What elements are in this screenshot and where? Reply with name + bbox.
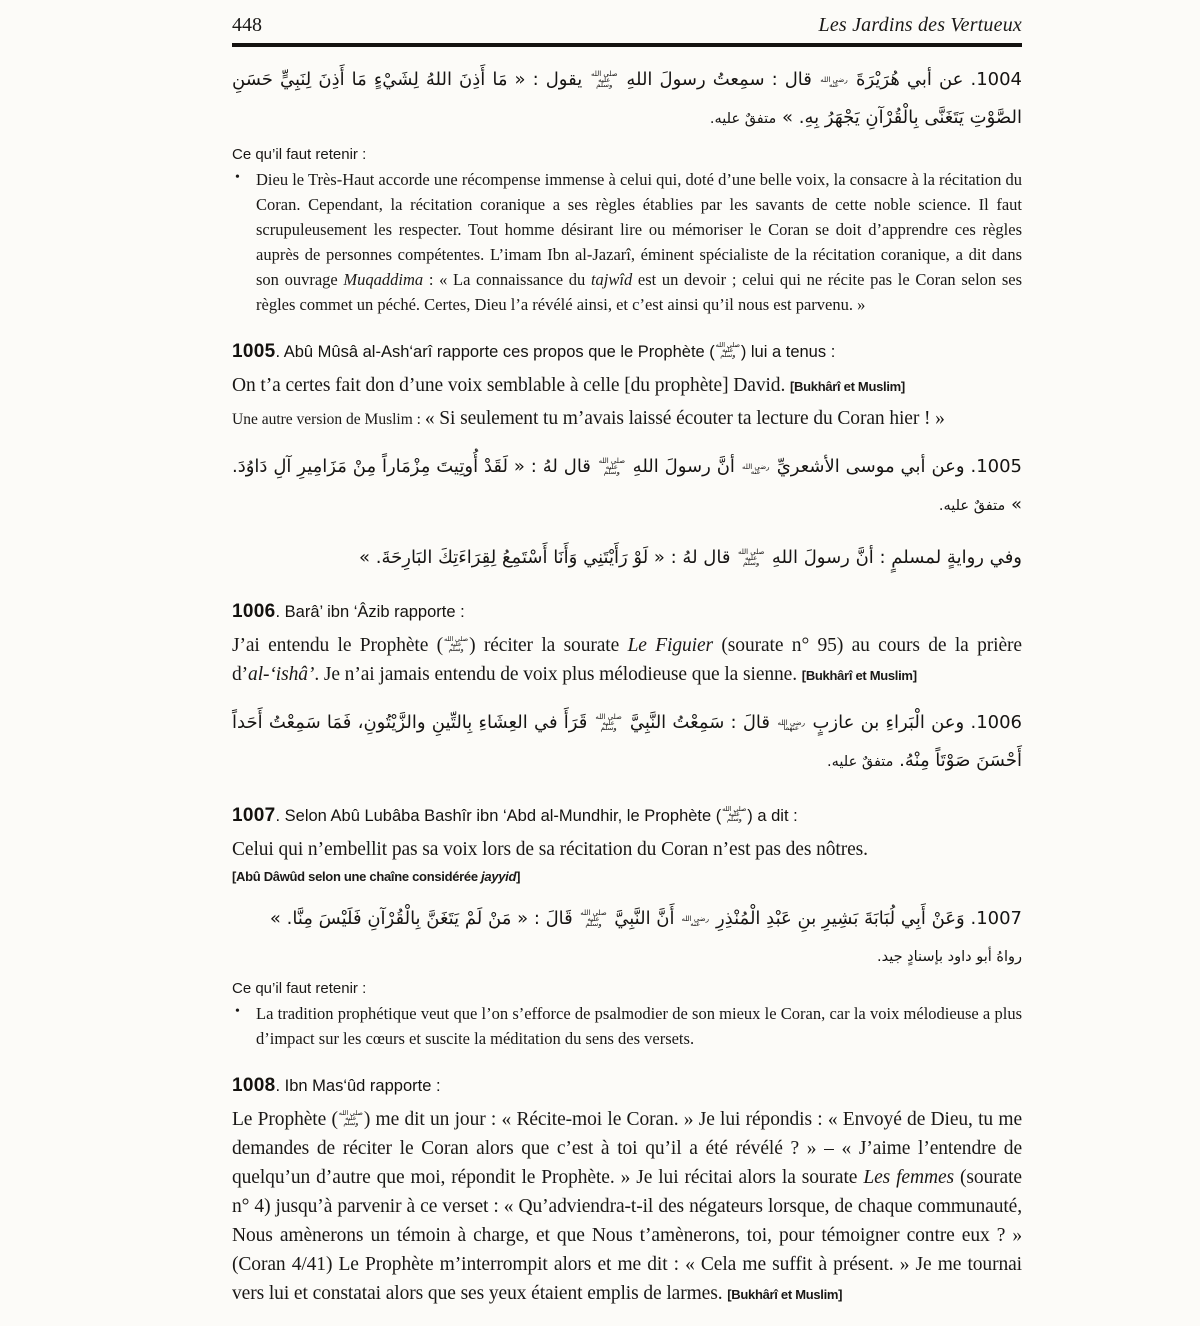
hadith-source-1007 (232, 867, 1022, 886)
source-tag: [Abû Dâwûd selon une chaîne considérée (232, 869, 482, 884)
run: Une autre version de Muslim : (232, 411, 425, 428)
source-tag: [Bukhârî et Muslim] (727, 1287, 843, 1302)
arabic-hadith-1005-variant: وفي روايةٍ لمسلمٍ : أنَّ رسولَ اللهِ صلى الله عليه وسلم قال لهُ : « لَوْ رَأَيْتَنِي وَأَنَا أَسْتَمِعُ لِقِرَاءَتِكَ البَارِحَةَ. » (359, 547, 1022, 568)
hadith-heading-1006 (232, 601, 1022, 623)
honorific-mark-icon: صلى الله عليه وسلم (444, 636, 469, 653)
arabic-source-1007: رواهُ أبو داود بإسنادٍ جيد. (877, 949, 1022, 965)
arabic-hadith-1005: 1005. وعن أبي موسى الأشعريِّ رضي الله عنه أنَّ رسولَ اللهِ صلى الله عليه وسلم قال لهُ : « لَقَدْ أُوتِيتَ مِزْمَاراً مِنْ مَزَامِيرِ آلِ دَاوُدَ. » متفقٌ عليه. (232, 456, 1022, 515)
honorific-mark-icon: صلى الله عليه وسلم (715, 342, 740, 359)
hadith-number: 1007 (232, 805, 276, 826)
italic-text: Le Figuier (627, 635, 714, 656)
hadith-heading-1007 (232, 805, 1022, 827)
key-points-1007 (232, 980, 1022, 1051)
grading-note: متفقٌ عليه. (938, 498, 1006, 514)
page-header (232, 14, 1022, 47)
honorific-mark-icon: رضي الله عنه (742, 462, 770, 476)
arabic-hadith-1006: 1006. وعن الْبَراءِ بن عازبٍ رضي الله عنهما قالَ : سَمِعْتُ النَّبِيَّ صلى الله عليه وسلم قَرَأَ في العِشَاءِ بِالتِّينِ والزَّيْتُونِ، فَمَا سَمِعْتُ أَحَداً أَحْسَنَ صَوْتَاً مِنْهُ. متفقٌ عليه. (232, 712, 1022, 771)
key-points-1004 (232, 146, 1022, 317)
key-point-text: Dieu le Très-Haut accorde une récompense immense à celui qui, doté d’une belle voix, la consacre à la récitation du Coran. Cependant, la récitation coranique a ses règles établies par les savants de cette noble science. Il faut scrupuleusement les respecter. Tout homme désirant lire ou mémoriser le Coran se doit d’apprendre ces règles auprès de personnes compétentes. L’imam Ibn al-Jazarî, éminent spécialiste de la récitation coranique, a dit dans son ouvrage Muqaddima : « La connaissance du tajwîd est un devoir ; celui qui ne récite pas le Coran selon ses règles commet un péché. Certes, Dieu l’a révélé ainsi, et c’est ainsi qu’il nous est parvenu. » (256, 170, 1022, 314)
honorific-mark-icon: صلى الله عليه وسلم (737, 548, 765, 567)
key-points-1007-label: Ce qu’il faut retenir : (232, 980, 367, 997)
hadith-number: 1006 (232, 601, 276, 622)
key-point-item (232, 167, 1022, 317)
hadith-number: 1005 (232, 341, 276, 362)
source-tag: [Bukhârî et Muslim] (790, 379, 905, 394)
hadith-translation-1006: J’ai entendu le Prophète (صلى الله عليه وسلم ) réciter la sourate Le Figuier (sourate n° 95) au cours de la prière d’al-‘ishâ’. Je n’ai jamais entendu de voix plus mélodieuse que la sienne. [Bukhârî et Muslim] (232, 635, 1022, 685)
source-tag: [Bukhârî et Muslim] (801, 668, 917, 683)
hadith-heading-text: . Ibn Mas‘ûd rapporte : (275, 1077, 441, 1095)
grading-note: متفقٌ عليه. (709, 111, 777, 127)
honorific-mark-icon: صلى الله عليه وسلم (580, 909, 607, 928)
hadith-translation-1005: On t’a certes fait don d’une voix semblable à celle [du prophète] David. [Bukhârî et Muslim] (232, 375, 905, 396)
arabic-hadith-1004: 1004. عن أبي هُرَيْرَةَ رضي الله عنه قال : سمِعتُ رسولَ اللهِ صلى الله عليه وسلم يقول : « مَا أَذِنَ اللهُ لِشَيْءٍ مَا أَذِنَ لِنَبِيٍّ حَسَنِ الصَّوْتِ يَتَغَنَّى بِالْقُرْآنِ يَجْهَرُ بِهِ. » متفقٌ عليه. (232, 69, 1022, 128)
honorific-mark-icon: رضي الله عنهما (777, 718, 805, 732)
key-point-item (232, 1001, 1022, 1051)
hadith-translation-1007: Celui qui n’embellit pas sa voix lors de sa récitation du Coran n’est pas des nôtres. (232, 839, 868, 860)
honorific-mark-icon: رضي الله عنه (681, 914, 710, 928)
italic-text: tajwîd (590, 270, 633, 289)
arabic-hadith-1007: 1007. وَعَنْ أَبِي لُبَابَةَ بَشِيرِ بنِ عَبْدِ الْمُنْذِرِ رضي الله عنه أَنَّ النَّبِيَّ صلى الله عليه وسلم قَالَ : « مَنْ لَمْ يَتَغَنَّ بِالْقُرْآنِ فَلَيْسَ مِنَّا. » (269, 908, 1022, 929)
key-points-1004-label: Ce qu’il faut retenir : (232, 146, 367, 163)
honorific-mark-icon: صلى الله عليه وسلم (595, 713, 622, 732)
honorific-mark-icon: رضي الله عنه (820, 75, 848, 89)
hadith-heading-1005 (232, 341, 1022, 363)
page-number: 448 (232, 14, 262, 36)
source-tag: ] (516, 869, 521, 884)
bullet-icon: • (235, 170, 240, 185)
key-point-text: La tradition prophétique veut que l’on s’efforce de psalmodier de son mieux le Coran, car la voix mélodieuse a plus d’impact sur les cœurs et suscite la méditation du sens des versets. (256, 1004, 1022, 1048)
italic-text: Les femmes (863, 1167, 954, 1188)
hadith-number: 1008 (232, 1075, 276, 1096)
honorific-mark-icon: صلى الله عليه وسلم (591, 70, 618, 89)
book-title: Les Jardins des Vertueux (818, 14, 1022, 36)
hadith-heading-text: . Abû Mûsâ al-Ash‘arî rapporte ces propos que le Prophète (صلى الله عليه وسلم ) lui a tenus : (275, 342, 836, 361)
source-tag: jayyid (481, 869, 517, 884)
grading-note: متفقٌ عليه. (827, 754, 894, 770)
hadith-heading-text: . Selon Abû Lubâba Bashîr ibn ‘Abd al-Mundhir, le Prophète (صلى الله عليه وسلم ) a dit : (275, 806, 798, 825)
hadith-heading-text: . Barâ’ ibn ‘Âzib rapporte : (275, 603, 465, 621)
bullet-icon: • (235, 1004, 240, 1019)
hadith-variant-1005: Une autre version de Muslim : « Si seulement tu m’avais laissé écouter ta lecture du Coran hier ! » (232, 408, 945, 429)
hadith-translation-1008: Le Prophète (صلى الله عليه وسلم ) me dit un jour : « Récite-moi le Coran. » Je lui répondis : « Envoyé de Dieu, tu me demandes de réciter le Coran alors que c’est à toi qu’il a été révélé ? » – « J’aime l’entendre de quelqu’un d’autre que moi, répondit le Prophète. » Je lui récitai alors la sourate Les femmes (sourate n° 4) jusqu’à parvenir à ce verset : « Qu’adviendra-t-il des négateurs lorsque, de chaque communauté, Nous amènerons un témoin à charge, et que Nous t’amènerons, toi, pour témoigner contre eux ? » (Coran 4/41) Le Prophète m’interrompit alors et me dit : « Cela me suffit à présent. » Je me tournai vers lui et constatai alors que ses yeux étaient emplis de larmes. [Bukhârî et Muslim] (232, 1109, 1022, 1304)
honorific-mark-icon: صلى الله عليه وسلم (338, 1110, 363, 1127)
honorific-mark-icon: صلى الله عليه وسلم (722, 806, 747, 823)
italic-text: al-‘ishâ’ (248, 664, 315, 685)
italic-text: Muqaddima (343, 270, 424, 289)
honorific-mark-icon: صلى الله عليه وسلم (598, 457, 626, 476)
hadith-heading-1008 (232, 1075, 1022, 1097)
page-content (232, 61, 1022, 1309)
